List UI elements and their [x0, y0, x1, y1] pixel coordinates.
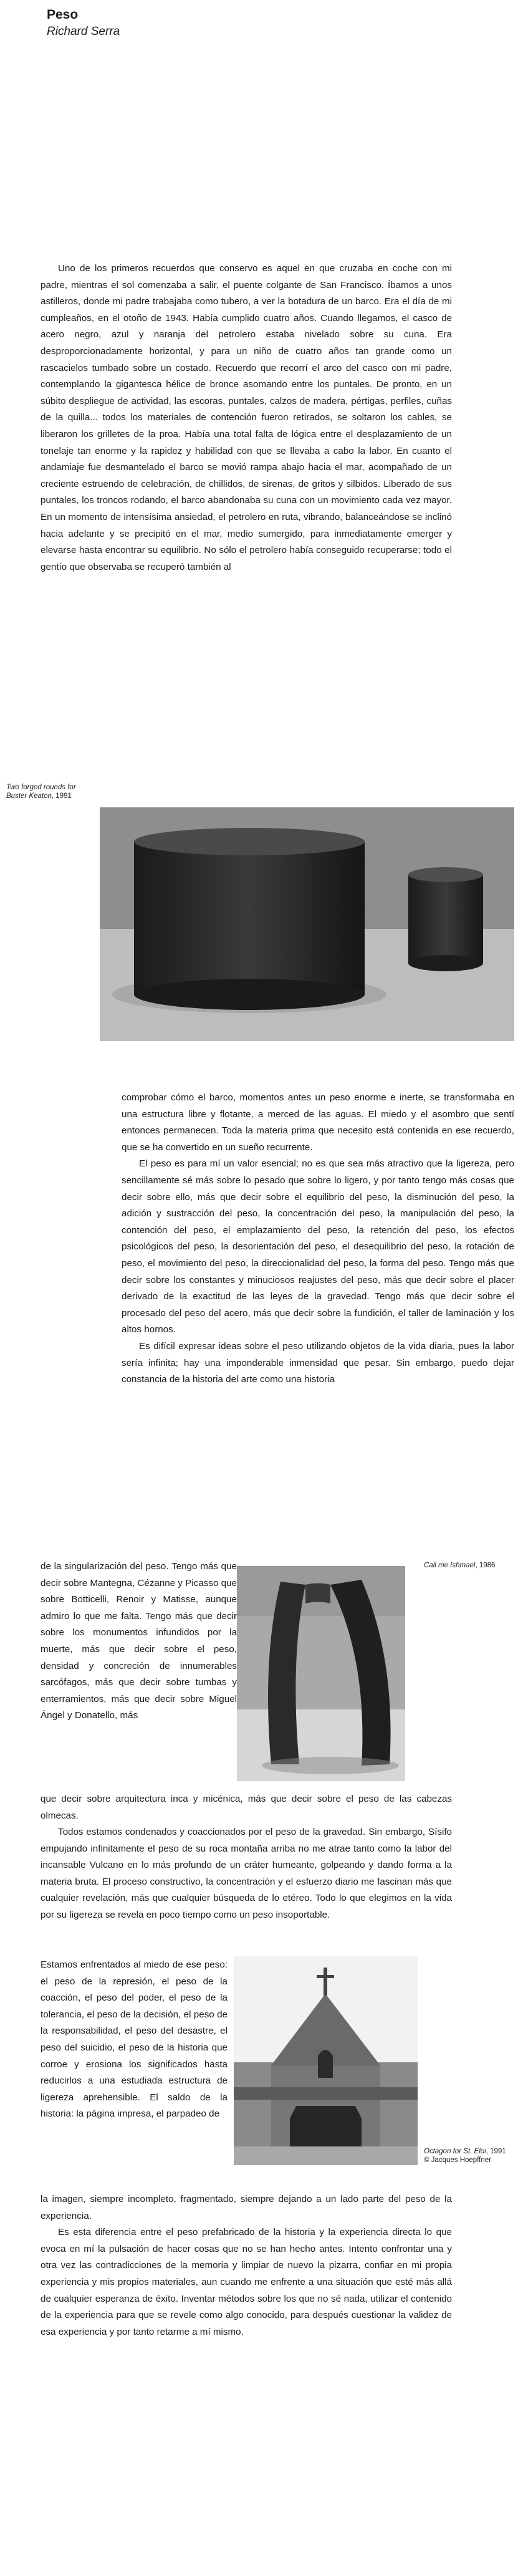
- paragraph-7: Estamos enfrentados al miedo de ese peso: el peso de la represión, el peso de la coacción, el peso del poder, el peso de la tolerancia, el peso de la decisión, el peso de la responsabilidad, el peso del desastre, el peso del suicidio, el peso de la historia que corroe y erosiona los significados hasta reducirlos a una estudiada estructura de ligereza aprehensible. El saldo de la historia: la página impresa, el parpadeo de: [41, 1959, 228, 2120]
- photo-call-me-ishmael: [237, 1566, 405, 1781]
- paragraph-5: de la singularización del peso. Tengo más que decir sobre Mantegna, Cézanne y Picasso que sobre Botticelli, Renoir y Matisse, aunque admiro lo que me falta. Tengo más que decir sobre los monumentos infundidos por la muerte, más que decir sobre el peso, densidad y concreción de innumerables sarcófagos, más que decir sobre tumbas y enterramientos, más que decir sobre Miguel Ángel y Donatello, más: [41, 1561, 237, 1721]
- caption-1-title: Two forged rounds for Buster Keaton: [6, 784, 76, 800]
- page-title: Peso: [47, 7, 79, 22]
- paragraph-4: Es difícil expresar ideas sobre el peso utilizando objetos de la vida diaria, pues la labor sería infinita; hay una imponderable inmensidad que pesar. Sin embargo, puedo dejar constancia de la historia del arte como una historia: [122, 1340, 514, 1385]
- paragraph-3: El peso es para mí un valor esencial; no es que sea más atractivo que la ligereza, pero sencillamente sé más sobre lo pesado que sobre lo ligero, y por tanto tengo más cosas que decir sobre ello, más que decir sobre el equilibrio del peso, la disminución del peso, la adición y sustracción del peso, la concentración del peso, la manipulación del peso, la contención del peso, el emplazamiento del peso, la retención del peso, los efectos psicológicos del peso, la desorientación del peso, el desequilibrio del peso, la rotación de peso, el movimiento del peso, la direccionalidad del peso, la forma del peso. Tengo más que decir sobre los constantes y minuciosos reajustes del peso, más que decir sobre el placer derivado de la exactitud de las leyes de la gravedad. Tengo más que decir sobre el procesado del peso del acero, más que decir sobre la fundición, el taller de laminación y los altos hornos.: [122, 1158, 514, 1335]
- paragraph-5b: que decir sobre arquitectura inca y micénica, más que decir sobre el peso de las cabezas olmecas.: [41, 1794, 452, 1821]
- paragraph-7b: la imagen, siempre incompleto, fragmentado, siempre dejando a un lado parte del peso de la experiencia.: [41, 2194, 452, 2221]
- photo-octagon-st-eloi: [234, 1956, 418, 2165]
- body-block-final: [41, 2191, 452, 2340]
- caption-3: [424, 2147, 514, 2165]
- caption-3-title: Octagon for St. Eloi: [424, 2148, 486, 2155]
- caption-2-year: , 1986: [475, 1562, 496, 1569]
- body-block-2: [122, 1090, 514, 1388]
- author-name: Richard Serra: [47, 25, 120, 38]
- paragraph-6: Todos estamos condenados y coaccionados por el peso de la gravedad. Sin embargo, Sísifo empujando infinitamente el peso de su roca montaña arriba no me atrae tanto como la labor del incansable Vulcano en lo más profundo de un cráter humeante, golpeando y dando forma a la materia bruta. El proceso constructivo, la concentración y el esfuerzo diario me fascinan más que cualquier revelación, más que cualquier búsqueda de lo etéreo. Todo lo que elegimos en la vida por su ligereza se revela en poco tiempo como un peso insoportable.: [41, 1827, 452, 1920]
- caption-3-year: , 1991: [486, 2148, 506, 2155]
- paragraph-2: comprobar cómo el barco, momentos antes un peso enorme e inerte, se transformaba en una estructura libre y flotante, a merced de las aguas. El miedo y el asombro que sentí entonces permanecen. Toda la materia prima que necesito está contenida en ese recuerdo, que se ha convertido en un sueño recurrente.: [122, 1092, 514, 1153]
- caption-1-year: , 1991: [51, 792, 72, 800]
- photo-two-forged-rounds: [100, 807, 514, 1041]
- caption-2: [424, 1561, 514, 1570]
- paragraph-1: Uno de los primeros recuerdos que conservo es aquel en que cruzaba en coche con mi padre, mientras el sol comenzaba a salir, el puente colgante de San Francisco. Íbamos a unos astilleros, donde mi padre trabajaba como tubero, a ver la botadura de un barco. Era el día de mi cumpleaños, en el otoño de 1943. Había cumplido cuatro años. Cuando llegamos, el casco de acero negro, azul y naranja del petrolero estaba nivelado sobre su cuna. Era desproporcionadamente horizontal, y para un niño de cuatro años tan grande como un rascacielos tumbado sobre un costado. Recuerdo que recorrí el arco del casco con mi padre, contemplando la gigantesca hélice de bronce asomando entre los puntales. De pronto, en un súbito despliegue de actividad, las escoras, puntales, calzos de madera, pértigas, perfiles, cuñas de la quilla... todos los materiales de contención fueron retirados, se soltaron los cables, se liberaron los grilletes de la proa. Había una total falta de lógica entre el desplazamiento de un tonelaje tan enorme y la rapidez y habilidad con que se llevaba a cabo la labor. En cuanto el andamiaje fue desmantelado el barco se movió rampa abajo hacia el mar, acompañado de un creciente estruendo de celebración, de chillidos, de sirenas, de gritos y silbidos. Liberado de sus puntales, los troncos rodando, el barco abandonaba su cuna con un movimiento cada vez mayor. En un momento de intensísima ansiedad, el petrolero en ruta, vibrando, balanceándose se inclinó hacia adelante y se precipitó en el mar, medio sumergido, para inmediatamente emerger y elevarse hasta encontrar su equilibrio. No sólo el petrolero había conseguido recuperarse; todo el gentío que observaba se recuperó también al: [41, 263, 452, 572]
- caption-1: [6, 783, 94, 800]
- caption-3-credit: © Jacques Hoepffner: [424, 2156, 491, 2164]
- caption-2-title: Call me Ishmael: [424, 1562, 476, 1569]
- paragraph-8: Es esta diferencia entre el peso prefabricado de la historia y la experiencia directa lo que evoca en mí la pulsación de hacer cosas que no se han hecho antes. Intento confrontar una y otra vez las contradicciones de la memoria y limpiar de nuevo la pizarra, confiar en mi propia experiencia y mis propios materiales, aun cuando me enfrente a una situación que esté más allá de cualquier esperanza de éxito. Inventar métodos sobre los que no sé nada, utilizar el contenido de la experiencia para que se revele como algo conocido, para después cuestionar la validez de esa experiencia y por tanto retarme a mí mismo.: [41, 2227, 452, 2337]
